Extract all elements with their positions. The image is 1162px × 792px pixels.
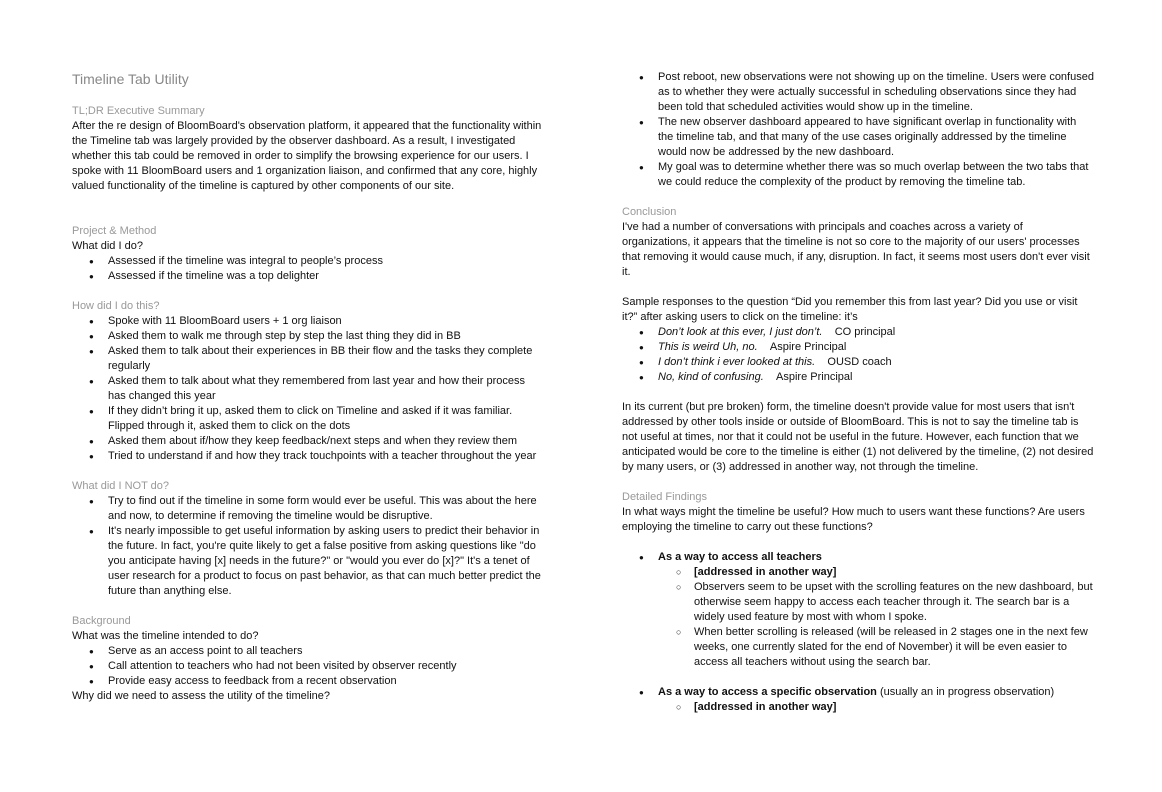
background-heading: Background bbox=[72, 615, 131, 627]
list-item: ● Try to find out if the timeline in some form would ever be useful. This was about the here and now, to determine if removing the timeline would be disruptive. bbox=[72, 494, 542, 524]
list-item: ● Assessed if the timeline was integral to people’s process bbox=[72, 254, 542, 269]
list-item: ● The new observer dashboard appeared to have significant overlap in functionality with the timeline tab, and that many of the use cases originally addressed by the timeline would now be addressed by the new dashboard. bbox=[622, 115, 1094, 160]
list-item: ● My goal was to determine whether there was so much overlap between the two tabs that we could reduce the complexity of the product by removing the timeline tab. bbox=[622, 160, 1094, 190]
current-form-text: In its current (but pre broken) form, the timeline doesn't provide value for most users that isn't addressed by other tools inside or outside of BloomBoard. This is not to say the timeline tab is not useful at times, nor that it could not be useful in the future. However, each function that we anticipated would be core to the timeline is either (1) not delivered by the timeline, (2) not desired by many users, or (3) addressed in another way, not through the timeline. bbox=[622, 401, 1094, 473]
intended-question: What was the timeline intended to do? bbox=[72, 630, 259, 642]
quote-text: This is weird Uh, no. bbox=[658, 341, 758, 353]
list-item: ● Post reboot, new observations were not showing up on the timeline. Users were confused as to whether they were actually successful in scheduling observations since they had been told that scheduled activities would show up in the timeline. bbox=[622, 70, 1094, 115]
list-item: ● If they didn’t bring it up, asked them to click on Timeline and asked if it was familiar. Flipped through it, asked them to click on the dots bbox=[72, 404, 542, 434]
summary-text: After the re design of BloomBoard's observation platform, it appeared that the functionality within the Timeline tab was largely provided by the observer dashboard. As a result, I investigated whether this tab could be removed in order to simplify the browsing experience for our users. I spoke with 11 BloomBoard users and 1 organization liaison, and confirmed that any core, highly valued functionality of the timeline is captured by other components of our site. bbox=[72, 120, 542, 192]
what-did-i-do: What did I do? bbox=[72, 240, 143, 252]
quote-item bbox=[622, 325, 1094, 340]
finding-detail: ○ When better scrolling is released (will be released in 2 stages one in the next few weeks, one currently slated for the end of November) it will be even easier to access all teachers without using the search bar. bbox=[622, 625, 1094, 670]
how-heading: How did I do this? bbox=[72, 300, 160, 312]
project-heading: Project & Method bbox=[72, 225, 157, 237]
quotes-list bbox=[622, 325, 1094, 385]
finding-title: ● As a way to access all teachers bbox=[622, 550, 1094, 565]
conclusion-text: I've had a number of conversations with principals and coaches across a variety of organizations, it appears that the timeline is not so core to the majority of our users' processes that removing it would cause much, if any, disruption. In fact, it seems most users don't ever visit it. bbox=[622, 221, 1090, 278]
list-item: ● Serve as an access point to all teachers bbox=[72, 644, 542, 659]
quote-text: No, kind of confusing. bbox=[658, 371, 764, 383]
finding-2 bbox=[622, 685, 1094, 715]
intended-list bbox=[72, 644, 542, 689]
quote-text: Don’t look at this ever, I just don’t. bbox=[658, 326, 823, 338]
conclusion-heading: Conclusion bbox=[622, 206, 677, 218]
finding-tag: ○ [addressed in another way] bbox=[622, 565, 1094, 580]
right-column bbox=[622, 70, 1094, 715]
quote-source: Aspire Principal bbox=[769, 341, 847, 353]
quote-item bbox=[622, 340, 1094, 355]
finding-title: As a way to access a specific observation bbox=[658, 686, 877, 698]
summary-heading: TL;DR Executive Summary bbox=[72, 105, 205, 117]
why-list bbox=[622, 70, 1094, 190]
how-list bbox=[72, 314, 542, 464]
list-item: ● Provide easy access to feedback from a recent observation bbox=[72, 674, 542, 689]
list-item: ● Tried to understand if and how they track touchpoints with a teacher throughout the year bbox=[72, 449, 542, 464]
quote-source: OUSD coach bbox=[827, 356, 892, 368]
left-column bbox=[72, 104, 542, 704]
list-item: ● Spoke with 11 BloomBoard users + 1 org liaison bbox=[72, 314, 542, 329]
list-item: ● Asked them to talk about their experiences in BB their flow and the tasks they complete regularly bbox=[72, 344, 542, 374]
list-item: ● Asked them to walk me through step by step the last thing they did in BB bbox=[72, 329, 542, 344]
list-item: ● It's nearly impossible to get useful information by asking users to predict their behavior in the future. In fact, you're quite likely to get a false positive from asking questions like "do you anticipate having [x] needs in the future?" or "would you ever do [x]?" It's a tenet of user research for a product to focus on past behavior, as that can much better predict the future than anything else. bbox=[72, 524, 542, 599]
list-item: ● Asked them to talk about what they remembered from last year and how their process has changed this year bbox=[72, 374, 542, 404]
finding-1 bbox=[622, 550, 1094, 670]
quote-item bbox=[622, 355, 1094, 370]
why-question: Why did we need to assess the utility of the timeline? bbox=[72, 690, 331, 702]
not-list bbox=[72, 494, 542, 599]
list-item: ● Call attention to teachers who had not been visited by observer recently bbox=[72, 659, 542, 674]
quote-source: CO principal bbox=[834, 326, 896, 338]
list-item: ● Asked them about if/how they keep feedback/next steps and when they review them bbox=[72, 434, 542, 449]
finding-title-suffix: (usually an in progress observation) bbox=[876, 686, 1055, 698]
document-title: Timeline Tab Utility bbox=[72, 71, 189, 87]
list-item: ● Assessed if the timeline was a top delighter bbox=[72, 269, 542, 284]
finding-tag: ○ [addressed in another way] bbox=[622, 700, 1094, 715]
quote-text: I don’t think i ever looked at this. bbox=[658, 356, 816, 368]
findings-heading: Detailed Findings bbox=[622, 491, 707, 503]
findings-intro: In what ways might the timeline be useful? How much to users want these functions? Are users employing the timeline to carry out these functions? bbox=[622, 506, 1085, 533]
quote-item bbox=[622, 370, 1094, 385]
what-list bbox=[72, 254, 542, 284]
finding-detail: ○ Observers seem to be upset with the scrolling features on the new dashboard, but otherwise seem happy to access each teacher through it. The search bar is a widely used feature by most with whom I spoke. bbox=[622, 580, 1094, 625]
not-heading: What did I NOT do? bbox=[72, 480, 170, 492]
sample-intro: Sample responses to the question “Did you remember this from last year? Did you use or visit it?” after asking users to click on the timeline: it’s bbox=[622, 296, 1078, 323]
quote-source: Aspire Principal bbox=[776, 371, 853, 383]
finding-title-item bbox=[622, 685, 1094, 700]
